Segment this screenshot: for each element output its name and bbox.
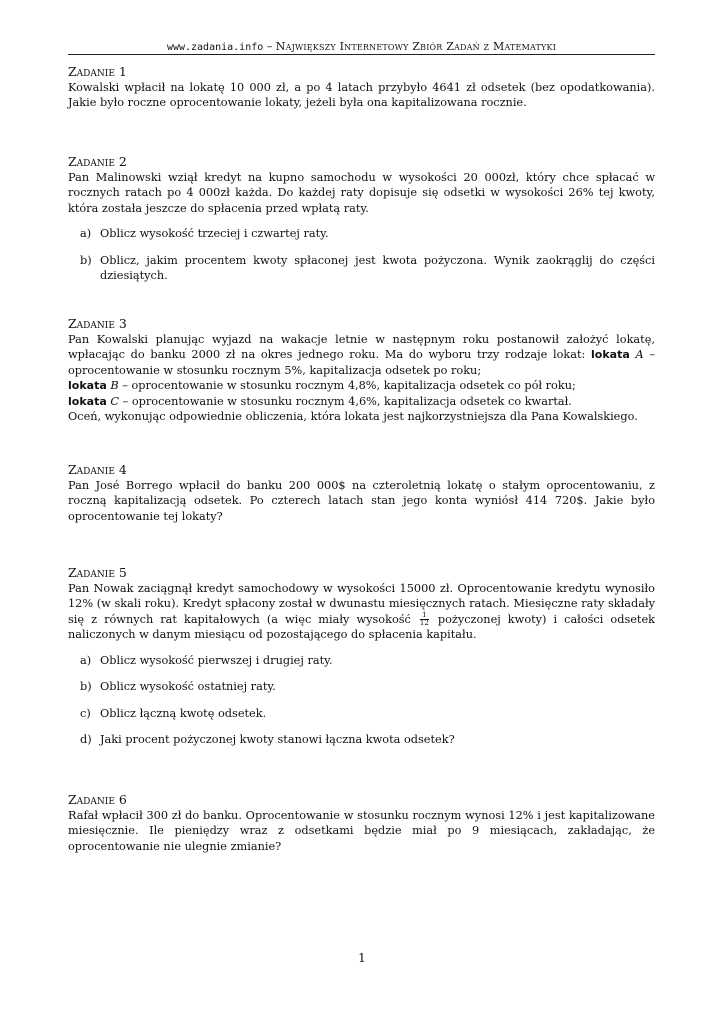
site-url[interactable]: www.zadania.info [166, 42, 264, 53]
task-text: Kowalski wpłacił na lokatę 10 000 zł, a po 4 latach przybyło 4641 zł odsetek (bez opodatkowania). Jakie było roczne oprocentowanie lokaty, jeżeli była ona kapitalizowana rocznie. [68, 81, 655, 110]
lokata-label: lokata [591, 348, 630, 362]
task-title: Zadanie 4 [68, 462, 127, 477]
subtask-label: d) [80, 732, 92, 746]
subtask-label: b) [80, 680, 92, 694]
task-text-part: Pan Kowalski planując wyjazd na wakacje letnie w następnym roku postanowił założyć lokatę, wpłacając do banku 2000 zł na okres jednego roku. Ma do wyboru trzy rodzaje lokat: [68, 333, 655, 362]
task-text [68, 332, 655, 424]
task-text: Rafał wpłacił 300 zł do banku. Oprocentowanie w stosunku rocznym wynosi 12% i jest kapitalizowane miesięcznie. Ile pieniędzy wraz z odsetkami będzie miał po 9 miesiącach, zakładając, że oprocentowanie nie ulegnie zmianie? [68, 809, 655, 853]
subtask-item [80, 706, 655, 721]
task-text [68, 581, 655, 643]
lokata-label: lokata [68, 394, 107, 408]
fraction-denominator: 12 [419, 619, 429, 628]
subtask-list [68, 226, 655, 283]
subtask-item [80, 679, 655, 694]
subtask-label: a) [80, 227, 92, 241]
task-title: Zadanie 6 [68, 792, 127, 807]
lokata-label: lokata [68, 379, 107, 393]
task-text: Pan José Borrego wpłacił do banku 200 000$ na czteroletnią lokatę o stałym oprocentowaniu, z roczną kapitalizacją odsetek. Po czterech latach stan jego konta wyniósł 414 720$. Jakie było oprocentowanie tej lokaty? [68, 479, 655, 523]
task-text-part: pożyczonej kwoty) i całości odsetek naliczonych w danym miesiącu od pozostającego do spłacenia kapitału. [68, 612, 655, 642]
task-title: Zadanie 3 [68, 316, 127, 331]
task-5 [68, 565, 655, 758]
lokata-var: A [635, 348, 644, 362]
task-title: Zadanie 2 [68, 154, 127, 169]
task-text-part: Pan Nowak zaciągnął kredyt samochodowy w wysokości 15000 zł. Oprocentowanie kredytu wynosiło 12% (w skali roku). Kredyt spłacony został w dwunastu miesięcznych ratach. Miesięczne raty składały się z równych rat kapitałowych (a więc miały wysokość [68, 582, 655, 626]
fraction [420, 612, 429, 627]
task-2 [68, 154, 655, 294]
task-title: Zadanie 5 [68, 565, 127, 580]
task-3 [68, 316, 655, 424]
header-title: Największy Internetowy Zbiór Zadań z Matematyki [275, 40, 557, 53]
header-dash: – [263, 40, 276, 53]
subtask-text: Oblicz wysokość trzeciej i czwartej raty. [100, 227, 329, 241]
subtask-text: Jaki procent pożyczonej kwoty stanowi łączna kwota odsetek? [100, 732, 455, 746]
page-number: 1 [358, 951, 366, 965]
subtask-list [68, 653, 655, 748]
subtask-label: b) [80, 253, 92, 267]
subtask-item [80, 226, 655, 241]
lokata-desc: – oprocentowanie w stosunku rocznym 4,8%, kapitalizacja odsetek co pół roku; [118, 379, 576, 393]
task-text: Pan Malinowski wziął kredyt na kupno samochodu w wysokości 20 000zł, który chce spłacać w rocznych ratach po 4 000zł każda. Do każdej raty dopisuje się odsetki w wysokości 26% tej kwoty, która została jeszcze do spłacenia przed wpłatą raty. [68, 171, 655, 215]
task-text-part: Oceń, wykonując odpowiednie obliczenia, która lokata jest najkorzystniejsza dla Pana Kowalskiego. [68, 410, 638, 424]
task-title: Zadanie 1 [68, 64, 127, 79]
subtask-text: Oblicz wysokość ostatniej raty. [100, 680, 276, 694]
page-header [68, 40, 655, 55]
lokata-desc: – oprocentowanie w stosunku rocznym 5%, kapitalizacja odsetek po roku; [68, 348, 656, 377]
subtask-text: Oblicz łączną kwotę odsetek. [100, 706, 267, 720]
lokata-desc: – oprocentowanie w stosunku rocznym 4,6%, kapitalizacja odsetek co kwartał. [119, 394, 572, 408]
subtask-text: Oblicz wysokość pierwszej i drugiej raty. [100, 653, 333, 667]
lokata-var: C [110, 394, 119, 408]
header-rule [68, 54, 655, 55]
subtask-label: c) [80, 706, 91, 720]
task-4 [68, 462, 655, 524]
subtask-label: a) [80, 653, 92, 667]
task-1 [68, 64, 655, 111]
task-6 [68, 792, 655, 854]
subtask-item [80, 732, 655, 747]
fraction-numerator: 1 [420, 612, 429, 620]
subtask-item [80, 653, 655, 668]
subtask-text: Oblicz, jakim procentem kwoty spłaconej jest kwota pożyczona. Wynik zaokrąglij do części dziesiątych. [100, 253, 655, 283]
lokata-var: B [110, 379, 119, 393]
subtask-item [80, 253, 655, 284]
